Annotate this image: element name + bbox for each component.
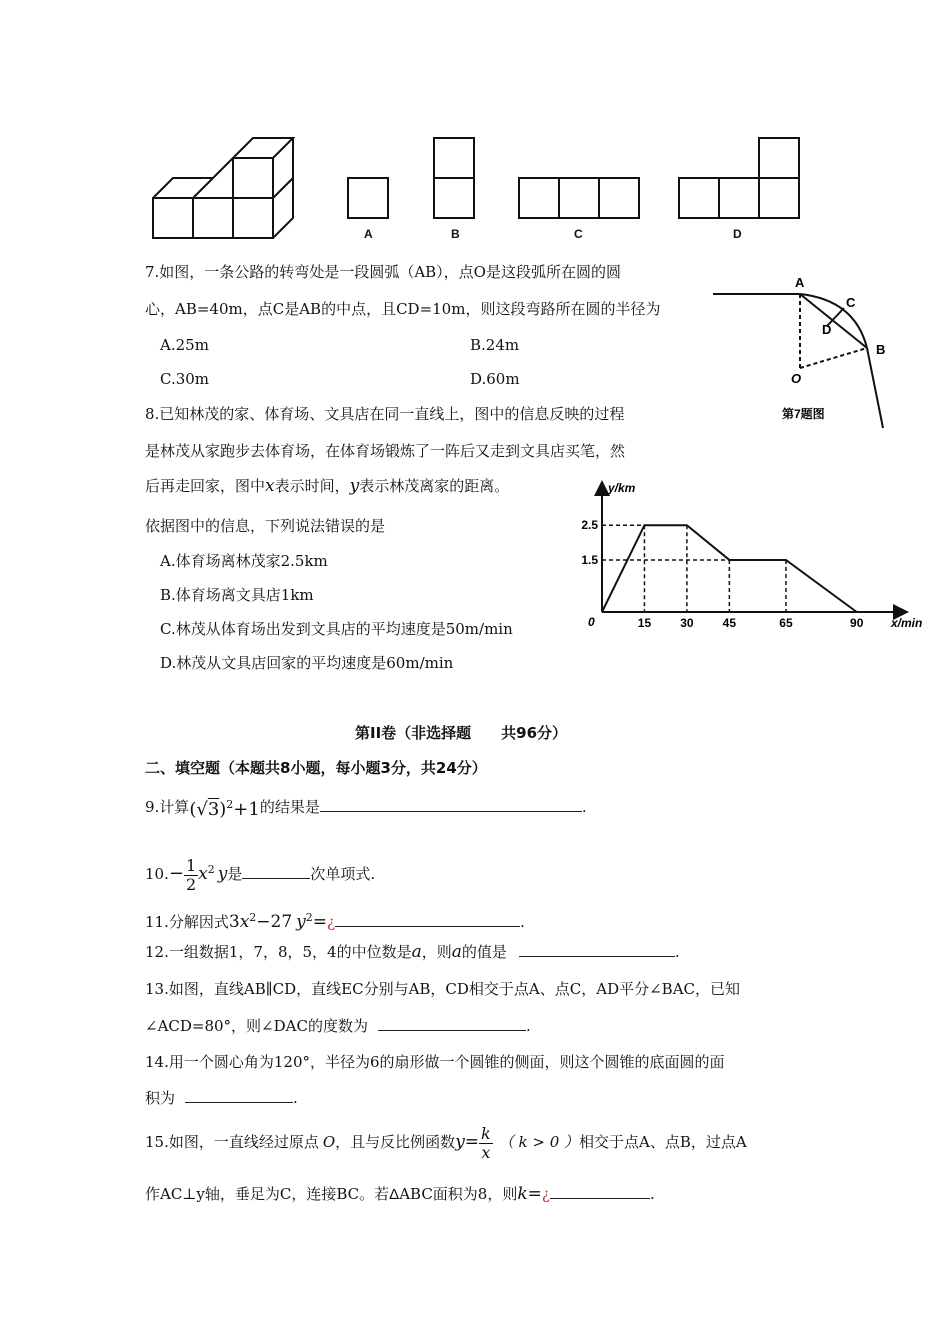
- q12-text: 12.一组数据1，7，8，5，4的中位数是: [145, 943, 412, 961]
- q11-line: [145, 908, 525, 932]
- q9-radicand: 3: [207, 799, 220, 820]
- q15-equals: =: [464, 1132, 480, 1152]
- x-tick-label: 90: [850, 616, 864, 630]
- q12-text: ，则: [421, 943, 452, 961]
- q11-end: .: [520, 913, 525, 931]
- q11-coef: 3: [228, 912, 240, 932]
- q10-minus: −: [168, 863, 184, 884]
- y-axis-label: y/km: [608, 481, 636, 495]
- q15-line1: [145, 1120, 747, 1164]
- q9-exponent: 2: [226, 798, 234, 811]
- q8-text-segment: 表示林茂离家的距离。: [359, 477, 510, 495]
- view-option-d: [677, 136, 801, 220]
- view-label-a: A: [364, 227, 373, 241]
- x-tick-label: 45: [722, 616, 737, 630]
- q7-option-c: C.30m: [160, 370, 210, 388]
- q12-text: 的值是: [461, 943, 507, 961]
- q8-option-c: C.林茂从体育场出发到文具店的平均速度是50m/min: [160, 620, 513, 638]
- q10-denominator: 2: [185, 874, 197, 894]
- q15-var-k: k: [517, 1184, 528, 1204]
- q7-label-c: C: [846, 295, 856, 310]
- q14-end: .: [293, 1089, 298, 1107]
- q10-answer-blank[interactable]: [242, 863, 310, 879]
- q10-line: [145, 848, 375, 892]
- q9-answer-blank[interactable]: [320, 796, 582, 812]
- view-option-a: [346, 176, 390, 220]
- q11-mark: ¿: [327, 913, 336, 931]
- q15-fraction: [479, 1125, 493, 1162]
- q8-option-d: D.林茂从文具店回家的平均速度是60m/min: [160, 654, 454, 672]
- q12-var-a: a: [411, 942, 422, 962]
- cube-3d-figure: [150, 135, 295, 243]
- q11-var-x: x: [239, 912, 250, 932]
- view-label-d: D: [733, 227, 742, 241]
- q7-road-arc-figure: [705, 270, 905, 435]
- q11-answer-blank[interactable]: [335, 911, 520, 927]
- q11-text: 11.分解因式: [145, 913, 229, 931]
- view-option-c: [517, 176, 641, 220]
- q7-label-b: B: [876, 342, 886, 357]
- q7-label-a: A: [795, 275, 805, 290]
- q7-label-o: O: [791, 371, 802, 386]
- view-label-c: C: [574, 227, 583, 241]
- q8-text-line4: 依据图中的信息，下列说法错误的是: [145, 517, 386, 535]
- q15-equals: =: [527, 1184, 542, 1204]
- q10-text: 次单项式.: [310, 865, 376, 883]
- q9-end: .: [581, 798, 587, 816]
- q10-text: 是: [227, 865, 243, 883]
- view-label-b: B: [451, 227, 460, 241]
- q14-text: 积为: [145, 1089, 176, 1107]
- q12-end: .: [674, 943, 680, 961]
- q15-condition: （ k > 0 ）: [498, 1133, 580, 1151]
- q15-delta: Δ: [389, 1186, 400, 1203]
- q8-var-x: x: [265, 476, 275, 496]
- section-ii-title: 第II卷（非选择题 共96分）: [355, 724, 568, 742]
- q8-distance-time-chart: [575, 481, 923, 635]
- q10-numerator: 1: [185, 855, 197, 875]
- q15-text: 作AC⊥y轴，垂足为C，连接BC。若: [145, 1185, 390, 1203]
- q7-text-line1: 7.如图，一条公路的转弯处是一段圆弧（AB），点O是这段弧所在圆的圆: [145, 263, 621, 281]
- q7-option-d: D.60m: [470, 370, 520, 388]
- q15-line2: [145, 1183, 655, 1205]
- origin-label: 0: [588, 615, 595, 629]
- q15-numerator: k: [481, 1123, 491, 1143]
- q14-line2: [145, 1087, 298, 1108]
- q10-fraction: [184, 857, 198, 894]
- q15-denominator: x: [481, 1142, 491, 1162]
- q9-text: 的结果是: [259, 798, 320, 816]
- q13-line2: [145, 1015, 531, 1036]
- q9-expression: $(√3)^2+1$: [189, 798, 260, 820]
- view-option-b: [432, 136, 476, 220]
- y-tick-label: 1.5: [581, 552, 598, 567]
- q15-text: 相交于点A、点B，过点A: [579, 1133, 747, 1151]
- q7-option-b: B.24m: [470, 336, 520, 354]
- q9-plus-one: +1: [233, 799, 260, 820]
- q8-option-b: B.体育场离文具店1km: [160, 586, 314, 604]
- x-axis-label: x/min: [891, 616, 923, 630]
- q11-exponent: 2: [305, 911, 313, 924]
- q10-text: 10.: [145, 865, 169, 883]
- x-tick-label: 15: [637, 616, 652, 630]
- q14-text-line1: 14.用一个圆心角为120°，半径为6的扇形做一个圆锥的侧面，则这个圆锥的底面圆的面: [145, 1053, 725, 1071]
- q11-exponent: 2: [249, 911, 257, 924]
- x-tick-label: 30: [680, 616, 694, 630]
- q8-text-segment: 后再走回家，图中: [145, 477, 266, 495]
- q13-answer-blank[interactable]: [378, 1015, 526, 1031]
- q12-var-a: a: [451, 942, 462, 962]
- q15-text: ，且与反比例函数: [335, 1133, 456, 1151]
- q9-line: [145, 792, 587, 820]
- q7-text-line2: 心，AB=40m，点C是AB的中点，且CD=10m，则这段弯路所在圆的半径为: [145, 300, 661, 318]
- q13-end: .: [525, 1017, 531, 1035]
- q11-coef: −27: [256, 912, 293, 932]
- q15-answer-blank[interactable]: [550, 1183, 650, 1199]
- q7-label-d: D: [822, 322, 832, 337]
- q12-answer-blank[interactable]: [519, 941, 675, 957]
- q13-text: ∠ACD=80°，则∠DAC的度数为: [145, 1017, 368, 1035]
- q15-text: ABC面积为8，则: [399, 1185, 518, 1203]
- q7-option-a: A.25m: [160, 336, 209, 354]
- q8-text-line3: [145, 476, 509, 496]
- q15-mark: ¿: [541, 1185, 550, 1203]
- q15-var-y: y: [455, 1132, 465, 1152]
- q13-text-line1: 13.如图，直线AB∥CD，直线EC分别与AB，CD相交于点A、点C，AD平分∠BAC，已知: [145, 980, 741, 998]
- q10-var-y: y: [217, 864, 228, 884]
- q12-line: [145, 941, 680, 962]
- q8-text-line1: 8.已知林茂的家、体育场、文具店在同一直线上，图中的信息反映的过程: [145, 405, 625, 423]
- q8-text-segment: 表示时间，: [274, 477, 350, 495]
- q9-text: 9.计算: [145, 798, 190, 816]
- x-tick-label: 65: [779, 616, 793, 630]
- q15-end: .: [649, 1185, 655, 1203]
- fill-in-heading: 二、填空题（本题共8小题，每小题3分，共24分）: [145, 759, 487, 777]
- q10-var-x: x: [198, 864, 208, 884]
- q10-exponent: 2: [207, 863, 215, 876]
- q11-equals: =: [312, 912, 328, 932]
- q14-answer-blank[interactable]: [185, 1087, 293, 1103]
- q8-text-line2: 是林茂从家跑步去体育场，在体育场锻炼了一阵后又走到文具店买笔，然: [145, 442, 626, 460]
- q11-var-y: y: [296, 912, 306, 932]
- q8-var-y: y: [349, 476, 360, 496]
- q15-text: 15.如图，一直线经过原点: [145, 1133, 319, 1151]
- y-tick-label: 2.5: [581, 518, 598, 533]
- q15-origin: O: [322, 1133, 336, 1151]
- q7-figure-caption: 第7题图: [782, 407, 825, 421]
- q8-option-a: A.体育场离林茂家2.5km: [160, 552, 328, 570]
